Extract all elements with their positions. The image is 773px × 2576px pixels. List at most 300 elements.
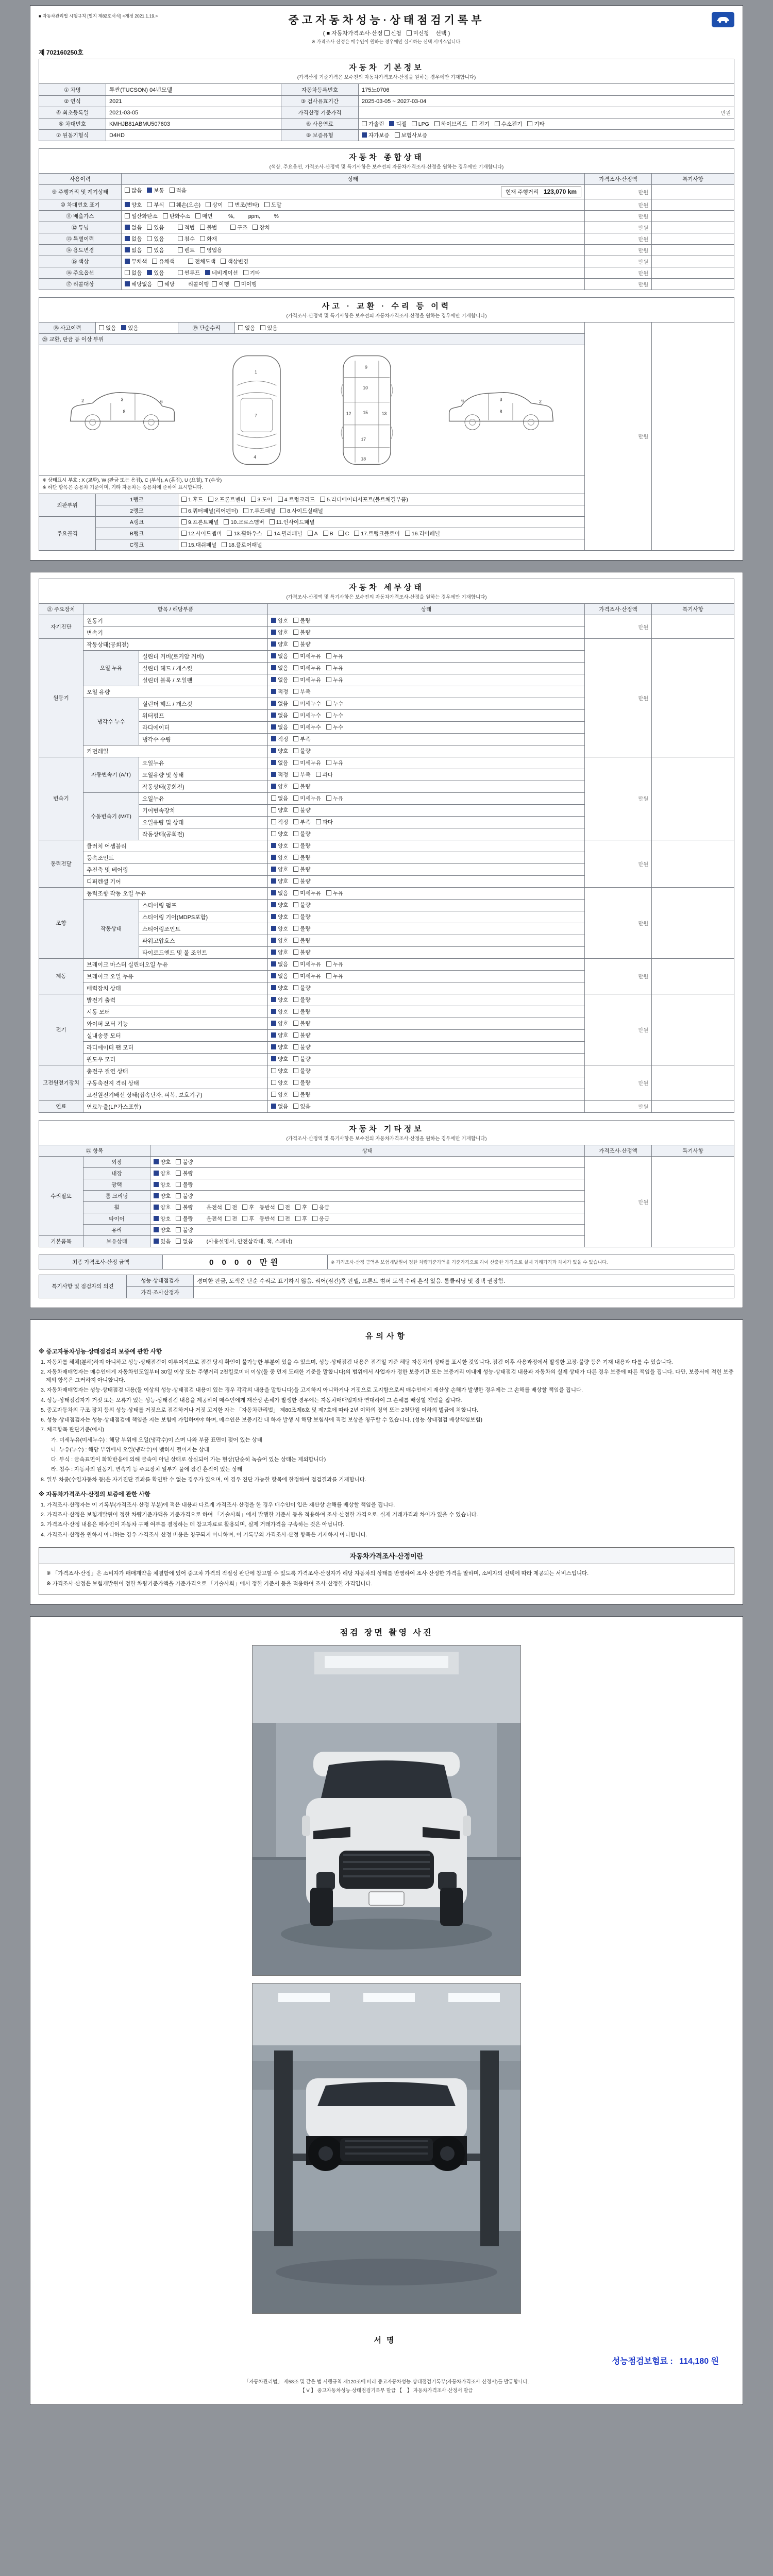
checkbox-icon[interactable]: [278, 497, 283, 502]
checkbox-checked-icon[interactable]: [271, 1032, 276, 1038]
checkbox-icon[interactable]: [280, 508, 285, 513]
checkbox-checked-icon[interactable]: [389, 121, 394, 126]
checkbox-checked-icon[interactable]: [154, 1193, 159, 1198]
checkbox-icon[interactable]: [200, 236, 205, 241]
checkbox-checked-icon[interactable]: [154, 1171, 159, 1176]
checkbox-icon[interactable]: [176, 1171, 181, 1176]
checkbox-option[interactable]: [221, 258, 248, 265]
checkbox-icon[interactable]: [251, 497, 256, 502]
checkbox-icon[interactable]: [176, 1239, 181, 1244]
checkbox-option[interactable]: [293, 711, 321, 719]
checkbox-icon[interactable]: [293, 914, 298, 919]
checkbox-checked-icon[interactable]: [271, 973, 276, 978]
checkbox-option[interactable]: [271, 1008, 288, 1015]
checkbox-icon[interactable]: [242, 1216, 247, 1221]
checkbox-icon[interactable]: [472, 121, 477, 126]
checkbox-option[interactable]: [271, 723, 288, 731]
checkbox-option[interactable]: [271, 842, 288, 850]
checkbox-option[interactable]: [176, 1226, 193, 1234]
checkbox-option[interactable]: [293, 866, 310, 873]
checkbox-option[interactable]: [271, 854, 288, 861]
checkbox-icon[interactable]: [271, 1080, 276, 1085]
checkbox-icon[interactable]: [293, 795, 298, 801]
checkbox-option[interactable]: [384, 29, 401, 37]
checkbox-icon[interactable]: [178, 270, 183, 275]
checkbox-option[interactable]: [293, 1031, 310, 1039]
checkbox-option[interactable]: [152, 258, 174, 265]
checkbox-icon[interactable]: [243, 270, 248, 275]
checkbox-icon[interactable]: [323, 531, 328, 536]
checkbox-checked-icon[interactable]: [154, 1239, 159, 1244]
checkbox-option[interactable]: [176, 1158, 193, 1166]
checkbox-icon[interactable]: [181, 497, 187, 502]
checkbox-icon[interactable]: [228, 202, 233, 207]
checkbox-option[interactable]: [293, 783, 310, 790]
checkbox-icon[interactable]: [293, 618, 298, 623]
checkbox-icon[interactable]: [152, 259, 157, 264]
checkbox-checked-icon[interactable]: [271, 843, 276, 848]
checkbox-option[interactable]: [200, 235, 217, 243]
checkbox-option[interactable]: [326, 960, 343, 968]
checkbox-icon[interactable]: [295, 1205, 300, 1210]
checkbox-option[interactable]: [147, 187, 164, 194]
checkbox-option[interactable]: [154, 1181, 171, 1189]
checkbox-option[interactable]: [125, 187, 142, 194]
checkbox-option[interactable]: [147, 246, 164, 254]
checkbox-icon[interactable]: [181, 508, 187, 513]
checkbox-icon[interactable]: [221, 259, 226, 264]
checkbox-option[interactable]: [271, 1020, 288, 1027]
checkbox-option[interactable]: [125, 280, 153, 288]
checkbox-option[interactable]: [312, 1215, 329, 1223]
checkbox-checked-icon[interactable]: [271, 1104, 276, 1109]
checkbox-checked-icon[interactable]: [147, 270, 152, 275]
checkbox-option[interactable]: [271, 937, 288, 944]
checkbox-option[interactable]: [271, 984, 288, 992]
checkbox-icon[interactable]: [147, 202, 152, 207]
checkbox-option[interactable]: [195, 212, 212, 220]
checkbox-checked-icon[interactable]: [121, 325, 126, 330]
checkbox-option[interactable]: [316, 818, 333, 826]
checkbox-option[interactable]: [280, 507, 323, 515]
checkbox-option[interactable]: [293, 937, 310, 944]
checkbox-icon[interactable]: [271, 807, 276, 812]
checkbox-option[interactable]: [154, 1204, 171, 1211]
checkbox-icon[interactable]: [178, 225, 183, 230]
checkbox-icon[interactable]: [176, 1193, 181, 1198]
checkbox-icon[interactable]: [170, 202, 175, 207]
checkbox-option[interactable]: [293, 1055, 310, 1063]
checkbox-icon[interactable]: [326, 701, 331, 706]
checkbox-option[interactable]: [293, 889, 321, 897]
checkbox-option[interactable]: [270, 518, 315, 526]
checkbox-icon[interactable]: [312, 1205, 317, 1210]
checkbox-icon[interactable]: [181, 519, 187, 524]
checkbox-option[interactable]: [228, 201, 259, 209]
checkbox-checked-icon[interactable]: [125, 259, 130, 264]
checkbox-option[interactable]: [293, 1091, 310, 1098]
checkbox-option[interactable]: [125, 201, 142, 209]
checkbox-option[interactable]: [293, 830, 310, 838]
checkbox-option[interactable]: [295, 1215, 307, 1223]
checkbox-icon[interactable]: [260, 325, 265, 330]
checkbox-icon[interactable]: [320, 497, 325, 502]
checkbox-option[interactable]: [293, 1043, 310, 1051]
checkbox-option[interactable]: [293, 747, 310, 755]
checkbox-option[interactable]: [200, 224, 217, 231]
checkbox-option[interactable]: [271, 948, 288, 956]
checkbox-option[interactable]: [326, 711, 343, 719]
checkbox-icon[interactable]: [293, 736, 298, 741]
checkbox-icon[interactable]: [293, 997, 298, 1002]
checkbox-checked-icon[interactable]: [271, 890, 276, 895]
checkbox-icon[interactable]: [195, 213, 200, 218]
checkbox-option[interactable]: [225, 1215, 237, 1223]
checkbox-option[interactable]: [271, 711, 288, 719]
checkbox-option[interactable]: [225, 1204, 237, 1211]
checkbox-option[interactable]: [326, 676, 343, 684]
checkbox-option[interactable]: [362, 131, 390, 139]
checkbox-icon[interactable]: [147, 247, 152, 252]
checkbox-option[interactable]: [121, 324, 138, 332]
checkbox-option[interactable]: [271, 960, 288, 968]
checkbox-option[interactable]: [278, 1215, 290, 1223]
checkbox-icon[interactable]: [326, 890, 331, 895]
checkbox-icon[interactable]: [181, 542, 187, 547]
checkbox-icon[interactable]: [354, 531, 359, 536]
checkbox-option[interactable]: [326, 972, 343, 980]
checkbox-option[interactable]: [200, 246, 222, 254]
checkbox-option[interactable]: [293, 913, 310, 921]
checkbox-icon[interactable]: [326, 795, 331, 801]
checkbox-option[interactable]: [293, 688, 310, 696]
checkbox-option[interactable]: [125, 212, 158, 220]
checkbox-checked-icon[interactable]: [125, 281, 130, 286]
checkbox-icon[interactable]: [495, 121, 500, 126]
checkbox-option[interactable]: [271, 806, 288, 814]
checkbox-icon[interactable]: [178, 247, 183, 252]
checkbox-checked-icon[interactable]: [271, 760, 276, 765]
checkbox-option[interactable]: [178, 235, 195, 243]
checkbox-option[interactable]: [206, 201, 223, 209]
checkbox-icon[interactable]: [326, 760, 331, 765]
checkbox-checked-icon[interactable]: [125, 202, 130, 207]
checkbox-icon[interactable]: [176, 1159, 181, 1164]
checkbox-icon[interactable]: [225, 1216, 230, 1221]
checkbox-icon[interactable]: [308, 531, 313, 536]
checkbox-icon[interactable]: [147, 236, 152, 241]
checkbox-icon[interactable]: [293, 1032, 298, 1038]
checkbox-checked-icon[interactable]: [154, 1205, 159, 1210]
checkbox-option[interactable]: [243, 507, 275, 515]
checkbox-option[interactable]: [147, 235, 164, 243]
checkbox-checked-icon[interactable]: [271, 867, 276, 872]
checkbox-option[interactable]: [362, 120, 384, 128]
checkbox-option[interactable]: [227, 530, 262, 537]
checkbox-icon[interactable]: [271, 819, 276, 824]
checkbox-option[interactable]: [326, 794, 343, 802]
checkbox-icon[interactable]: [224, 519, 229, 524]
checkbox-option[interactable]: [405, 530, 440, 537]
checkbox-icon[interactable]: [293, 950, 298, 955]
checkbox-icon[interactable]: [293, 961, 298, 967]
checkbox-option[interactable]: [176, 1181, 193, 1189]
checkbox-option[interactable]: [154, 1226, 171, 1234]
checkbox-option[interactable]: [316, 771, 333, 778]
checkbox-icon[interactable]: [293, 985, 298, 990]
checkbox-icon[interactable]: [326, 961, 331, 967]
checkbox-checked-icon[interactable]: [271, 914, 276, 919]
checkbox-icon[interactable]: [176, 1227, 181, 1232]
checkbox-icon[interactable]: [200, 247, 205, 252]
checkbox-option[interactable]: [125, 258, 147, 265]
checkbox-icon[interactable]: [293, 1044, 298, 1049]
checkbox-option[interactable]: [158, 280, 175, 288]
checkbox-option[interactable]: [293, 984, 310, 992]
checkbox-checked-icon[interactable]: [271, 713, 276, 718]
checkbox-icon[interactable]: [293, 713, 298, 718]
checkbox-icon[interactable]: [264, 202, 270, 207]
checkbox-checked-icon[interactable]: [271, 736, 276, 741]
checkbox-option[interactable]: [243, 269, 260, 277]
checkbox-option[interactable]: [271, 700, 288, 707]
checkbox-checked-icon[interactable]: [271, 641, 276, 647]
checkbox-option[interactable]: [251, 496, 273, 503]
checkbox-icon[interactable]: [312, 1216, 317, 1221]
checkbox-option[interactable]: [271, 794, 288, 802]
checkbox-option[interactable]: [163, 212, 191, 220]
checkbox-option[interactable]: [293, 629, 310, 636]
checkbox-checked-icon[interactable]: [271, 748, 276, 753]
checkbox-checked-icon[interactable]: [271, 985, 276, 990]
checkbox-icon[interactable]: [125, 270, 130, 275]
checkbox-option[interactable]: [271, 866, 288, 873]
checkbox-option[interactable]: [271, 1091, 288, 1098]
checkbox-checked-icon[interactable]: [154, 1227, 159, 1232]
checkbox-icon[interactable]: [293, 926, 298, 931]
checkbox-icon[interactable]: [293, 665, 298, 670]
checkbox-icon[interactable]: [99, 325, 104, 330]
checkbox-checked-icon[interactable]: [271, 1009, 276, 1014]
checkbox-icon[interactable]: [293, 843, 298, 848]
checkbox-icon[interactable]: [163, 213, 168, 218]
checkbox-option[interactable]: [271, 629, 288, 636]
checkbox-checked-icon[interactable]: [271, 855, 276, 860]
checkbox-checked-icon[interactable]: [271, 689, 276, 694]
checkbox-option[interactable]: [293, 794, 321, 802]
checkbox-option[interactable]: [293, 771, 310, 778]
checkbox-icon[interactable]: [316, 772, 321, 777]
checkbox-icon[interactable]: [230, 225, 236, 230]
checkbox-option[interactable]: [242, 1215, 254, 1223]
checkbox-icon[interactable]: [293, 1092, 298, 1097]
checkbox-icon[interactable]: [271, 1092, 276, 1097]
checkbox-option[interactable]: [326, 723, 343, 731]
checkbox-icon[interactable]: [295, 1216, 300, 1221]
checkbox-icon[interactable]: [293, 677, 298, 682]
checkbox-option[interactable]: [271, 747, 288, 755]
checkbox-icon[interactable]: [293, 724, 298, 730]
checkbox-option[interactable]: [293, 640, 310, 648]
checkbox-icon[interactable]: [253, 225, 258, 230]
checkbox-option[interactable]: [99, 324, 116, 332]
checkbox-option[interactable]: [293, 652, 321, 660]
checkbox-checked-icon[interactable]: [271, 618, 276, 623]
checkbox-option[interactable]: [271, 1067, 288, 1075]
checkbox-icon[interactable]: [181, 531, 187, 536]
checkbox-checked-icon[interactable]: [271, 1021, 276, 1026]
checkbox-checked-icon[interactable]: [271, 902, 276, 907]
checkbox-icon[interactable]: [176, 1205, 181, 1210]
checkbox-option[interactable]: [271, 783, 288, 790]
checkbox-option[interactable]: [178, 269, 200, 277]
checkbox-icon[interactable]: [405, 531, 410, 536]
checkbox-option[interactable]: [293, 901, 310, 909]
checkbox-checked-icon[interactable]: [271, 772, 276, 777]
checkbox-option[interactable]: [293, 700, 321, 707]
checkbox-icon[interactable]: [293, 1021, 298, 1026]
checkbox-option[interactable]: [238, 324, 255, 332]
checkbox-option[interactable]: [293, 854, 310, 861]
checkbox-option[interactable]: [125, 269, 142, 277]
checkbox-option[interactable]: [147, 269, 164, 277]
checkbox-option[interactable]: [295, 1204, 307, 1211]
checkbox-checked-icon[interactable]: [271, 926, 276, 931]
checkbox-checked-icon[interactable]: [125, 247, 130, 252]
checkbox-icon[interactable]: [527, 121, 532, 126]
checkbox-option[interactable]: [176, 1204, 193, 1211]
checkbox-icon[interactable]: [293, 938, 298, 943]
checkbox-checked-icon[interactable]: [362, 132, 367, 138]
checkbox-option[interactable]: [293, 676, 321, 684]
checkbox-checked-icon[interactable]: [271, 950, 276, 955]
checkbox-checked-icon[interactable]: [271, 653, 276, 658]
checkbox-option[interactable]: [312, 1204, 329, 1211]
checkbox-option[interactable]: [271, 688, 288, 696]
checkbox-option[interactable]: [178, 246, 195, 254]
checkbox-option[interactable]: [222, 541, 262, 549]
checkbox-option[interactable]: [326, 652, 343, 660]
checkbox-option[interactable]: [170, 201, 201, 209]
checkbox-option[interactable]: [178, 224, 195, 231]
checkbox-option[interactable]: [326, 664, 343, 672]
checkbox-icon[interactable]: [384, 30, 390, 36]
checkbox-icon[interactable]: [176, 1182, 181, 1187]
checkbox-icon[interactable]: [293, 1104, 298, 1109]
checkbox-icon[interactable]: [326, 665, 331, 670]
checkbox-option[interactable]: [278, 1204, 290, 1211]
checkbox-option[interactable]: [495, 120, 523, 128]
checkbox-icon[interactable]: [225, 1205, 230, 1210]
checkbox-icon[interactable]: [200, 225, 205, 230]
checkbox-option[interactable]: [181, 496, 203, 503]
checkbox-icon[interactable]: [242, 1205, 247, 1210]
checkbox-option[interactable]: [308, 531, 318, 537]
checkbox-option[interactable]: [293, 664, 321, 672]
checkbox-checked-icon[interactable]: [271, 630, 276, 635]
checkbox-option[interactable]: [271, 877, 288, 885]
checkbox-icon[interactable]: [125, 188, 130, 193]
checkbox-option[interactable]: [293, 1103, 310, 1110]
checkbox-icon[interactable]: [208, 497, 213, 502]
checkbox-icon[interactable]: [326, 724, 331, 730]
checkbox-option[interactable]: [181, 507, 238, 515]
checkbox-option[interactable]: [234, 280, 257, 288]
checkbox-option[interactable]: [293, 806, 310, 814]
checkbox-option[interactable]: [326, 889, 343, 897]
checkbox-option[interactable]: [293, 617, 310, 624]
checkbox-icon[interactable]: [147, 225, 152, 230]
checkbox-option[interactable]: [271, 913, 288, 921]
checkbox-option[interactable]: [293, 759, 321, 767]
checkbox-option[interactable]: [278, 496, 315, 503]
checkbox-option[interactable]: [208, 496, 245, 503]
checkbox-icon[interactable]: [293, 772, 298, 777]
checkbox-icon[interactable]: [125, 213, 130, 218]
checkbox-option[interactable]: [395, 131, 428, 139]
checkbox-option[interactable]: [271, 1055, 288, 1063]
checkbox-icon[interactable]: [293, 1056, 298, 1061]
checkbox-option[interactable]: [205, 269, 238, 277]
checkbox-option[interactable]: [154, 1170, 171, 1177]
checkbox-option[interactable]: [293, 1020, 310, 1027]
checkbox-checked-icon[interactable]: [125, 225, 130, 230]
checkbox-checked-icon[interactable]: [271, 961, 276, 967]
checkbox-option[interactable]: [412, 121, 429, 127]
checkbox-checked-icon[interactable]: [147, 188, 152, 193]
checkbox-option[interactable]: [147, 201, 164, 209]
checkbox-icon[interactable]: [293, 748, 298, 753]
checkbox-option[interactable]: [527, 120, 544, 128]
checkbox-option[interactable]: [125, 224, 142, 231]
checkbox-icon[interactable]: [178, 236, 183, 241]
checkbox-icon[interactable]: [188, 259, 193, 264]
checkbox-icon[interactable]: [271, 831, 276, 836]
checkbox-icon[interactable]: [339, 531, 344, 536]
checkbox-icon[interactable]: [293, 630, 298, 635]
checkbox-icon[interactable]: [293, 653, 298, 658]
checkbox-option[interactable]: [293, 1079, 310, 1087]
checkbox-option[interactable]: [293, 842, 310, 850]
checkbox-icon[interactable]: [293, 867, 298, 872]
checkbox-option[interactable]: [267, 530, 302, 537]
checkbox-checked-icon[interactable]: [271, 938, 276, 943]
checkbox-option[interactable]: [147, 224, 164, 231]
checkbox-icon[interactable]: [293, 760, 298, 765]
checkbox-icon[interactable]: [293, 1009, 298, 1014]
checkbox-icon[interactable]: [271, 1068, 276, 1073]
checkbox-option[interactable]: [320, 496, 408, 503]
checkbox-option[interactable]: [154, 1238, 171, 1245]
checkbox-option[interactable]: [271, 771, 288, 778]
checkbox-option[interactable]: [154, 1215, 171, 1223]
checkbox-icon[interactable]: [326, 973, 331, 978]
checkbox-option[interactable]: [339, 531, 349, 537]
checkbox-option[interactable]: [271, 889, 288, 897]
checkbox-checked-icon[interactable]: [154, 1182, 159, 1187]
checkbox-icon[interactable]: [293, 878, 298, 884]
checkbox-icon[interactable]: [271, 795, 276, 801]
checkbox-option[interactable]: [271, 617, 288, 624]
checkbox-icon[interactable]: [158, 281, 163, 286]
checkbox-option[interactable]: [271, 1079, 288, 1087]
checkbox-icon[interactable]: [234, 281, 240, 286]
checkbox-option[interactable]: [293, 735, 310, 743]
checkbox-option[interactable]: [125, 246, 142, 254]
checkbox-icon[interactable]: [293, 701, 298, 706]
checkbox-icon[interactable]: [278, 1216, 283, 1221]
checkbox-icon[interactable]: [293, 855, 298, 860]
